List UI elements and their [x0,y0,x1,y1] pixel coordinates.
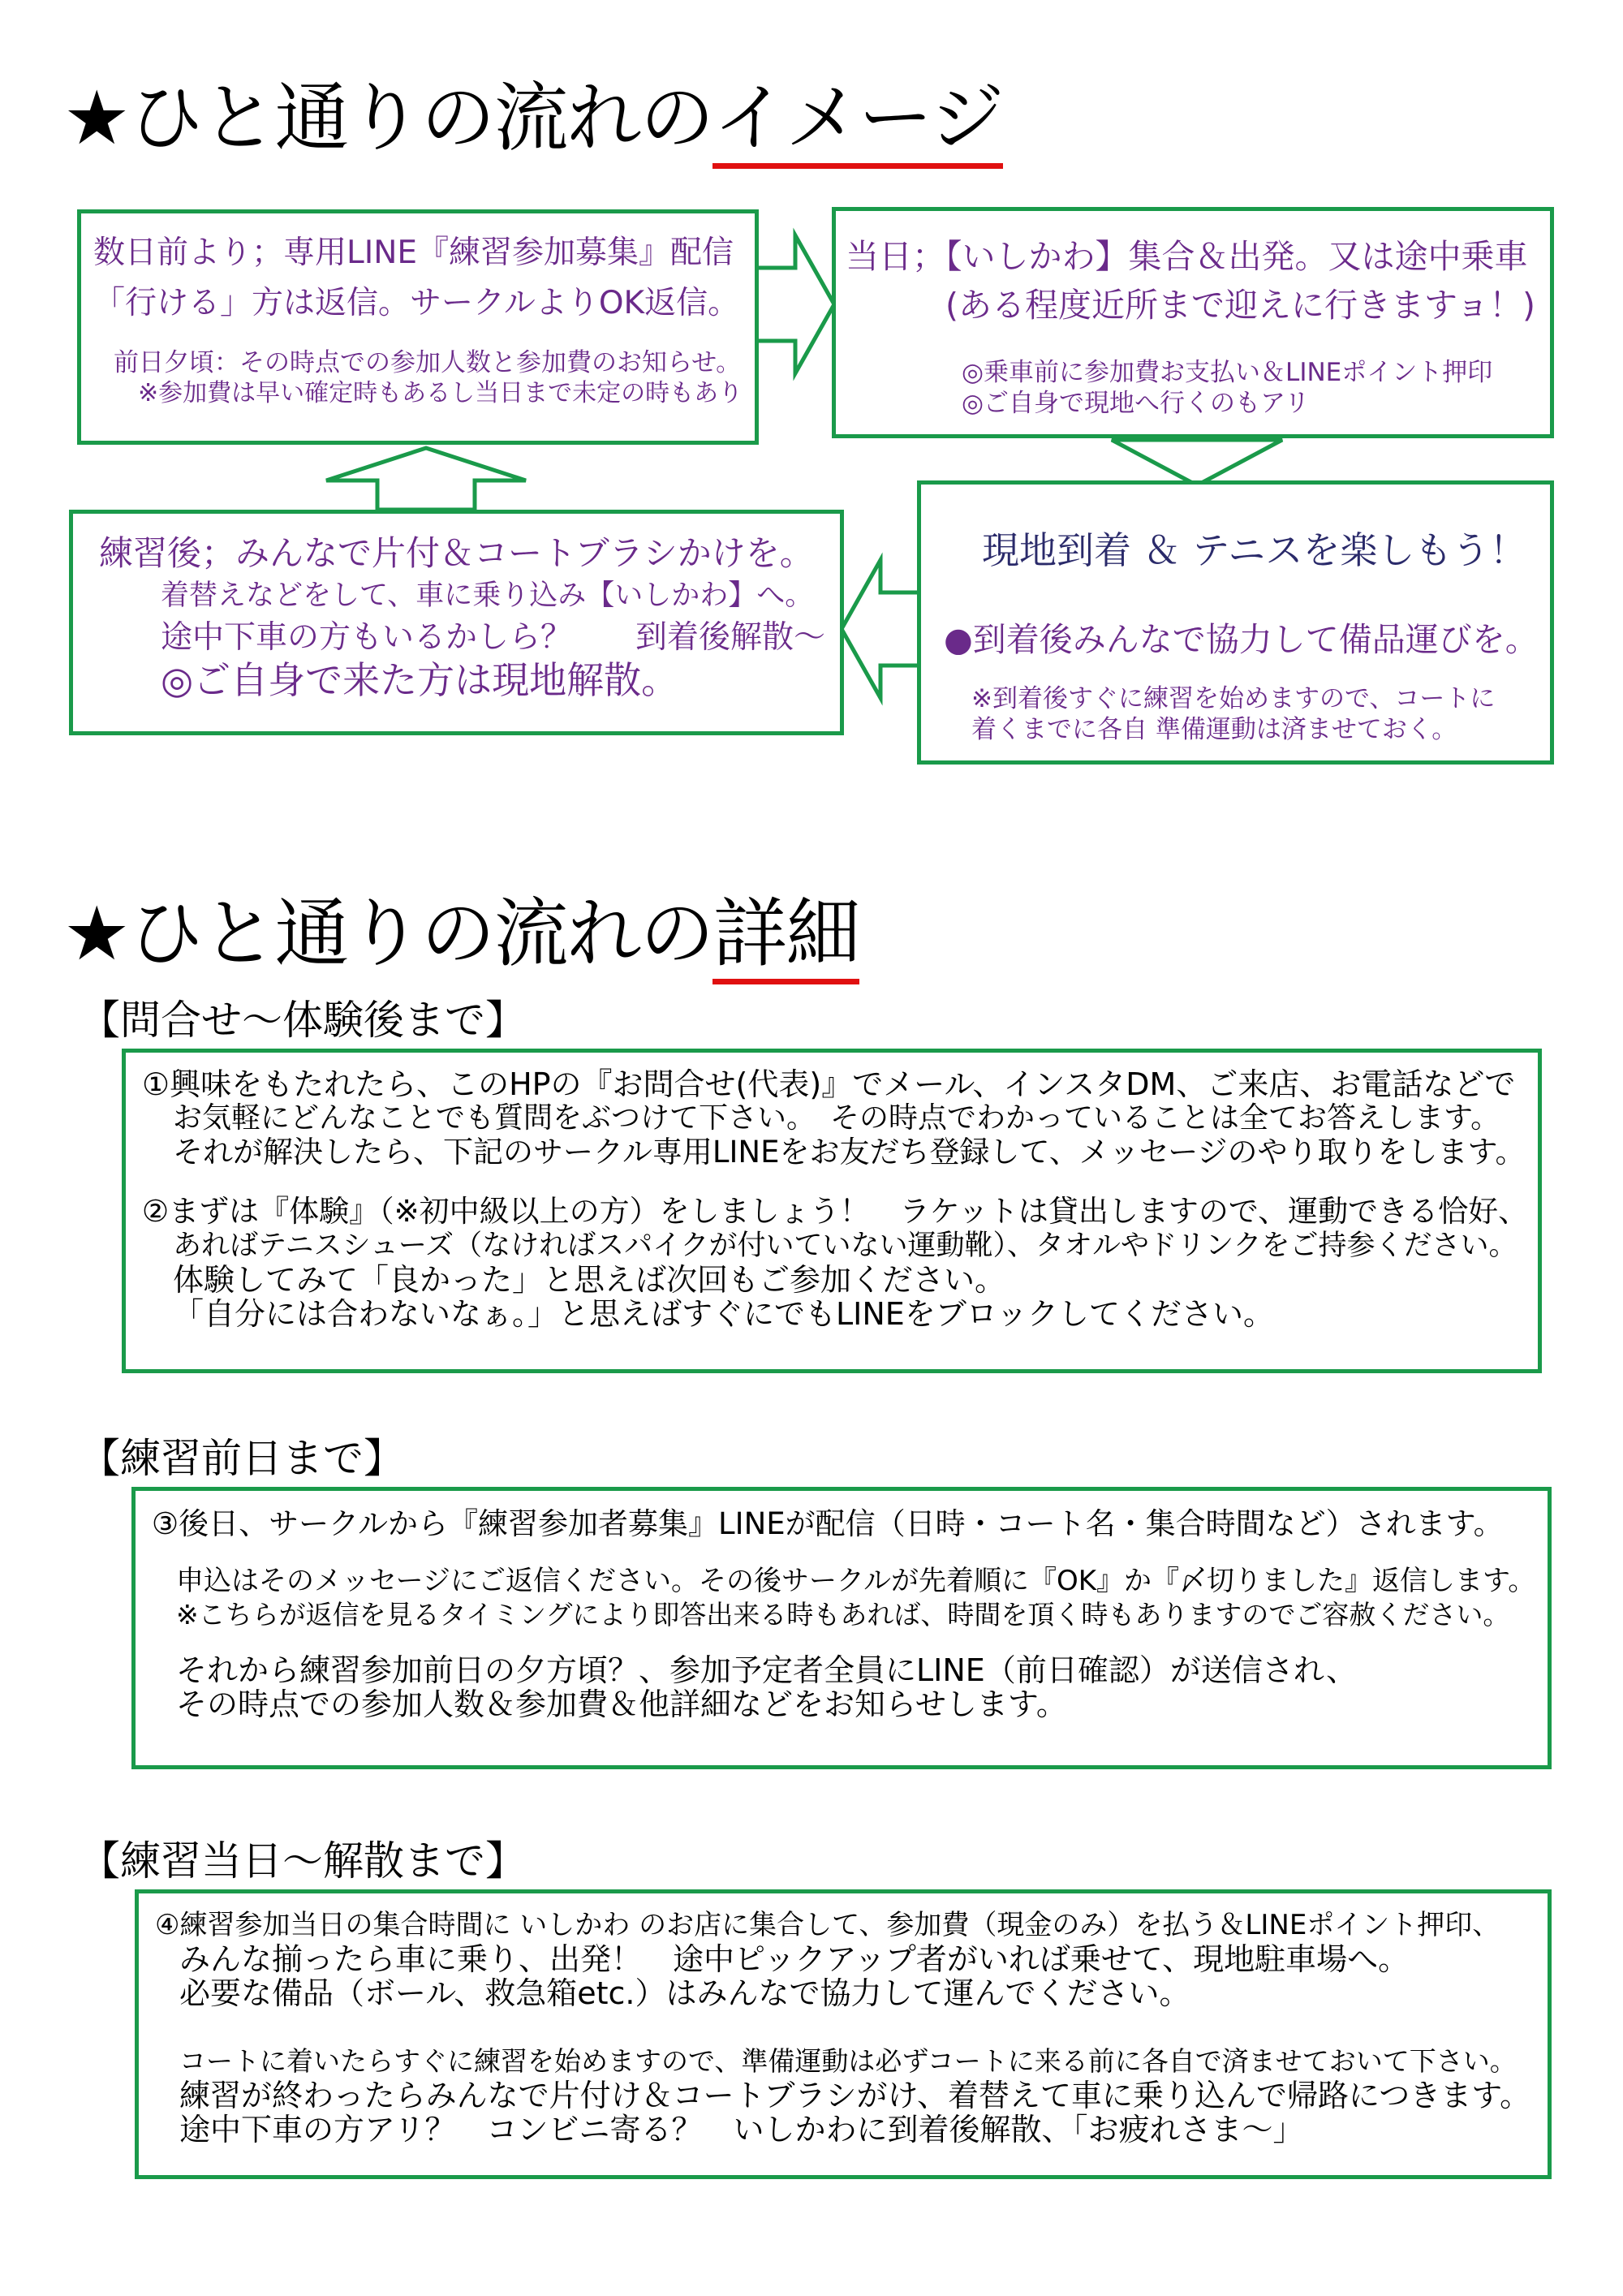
title-underlined: イメージ [712,75,1003,162]
section-heading-inquiry: 【問合せ～体験後まで】 [80,997,526,1044]
step4-line3: 途中下車の方もいるかしら？ 到着後解散～ [161,619,826,656]
title-underlined: 詳細 [712,890,859,977]
step1-note2: ※参加費は早い確定時もあるし当日まで未定の時もあり [138,379,743,407]
title-prefix: ★ひと通りの流れの [63,75,713,162]
detail-line: 途中下車の方アリ？ コンビニ寄る？ いしかわに到着後解散、「お疲れさま～」 [179,2112,1304,2147]
step3-line2: ●到着後みんなで協力して備品運びを。 [944,620,1539,659]
detail-line: ①興味をもたれたら、このHPの『お問合せ(代表)』でメール、インスタDM、ご来店、お電話などで [142,1066,1516,1102]
detail-line: その時点での参加人数＆参加費＆他詳細などをお知らせします。 [176,1686,1067,1722]
detail-line: 体験してみて「良かった」と思えば次回もご参加ください。 [173,1262,1006,1298]
detail-line: ④練習参加当日の集合時間に いしかわ のお店に集合して、参加費（現金のみ）を払う＆LINEポイント押印、 [155,1909,1500,1941]
arrow-up-icon [325,446,527,511]
detail-line: ③後日、サークルから『練習参加者募集』LINEが配信（日時・コート名・集合時間など）されます。 [152,1506,1504,1541]
step3-line1: 現地到着 ＆ テニスを楽しもう！ [982,528,1527,572]
detail-line: コートに着いたらすぐに練習を始めますので、準備運動は必ずコートに来る前に各自で済ませておいて下さい。 [179,2045,1517,2077]
arrow-left-icon [840,560,921,698]
detail-line: ②まずは『体験』（※初中級以上の方）をしましょう！ ラケットは貸出しますので、運動できる恰好、 [142,1194,1529,1229]
detail-box-practice-day [135,1889,1552,2179]
step2-note1: ◎乗車前に参加費お支払い＆LINEポイント押印 [962,358,1493,387]
section-heading-practice-day: 【練習当日～解散まで】 [80,1837,526,1885]
step2-note2: ◎ご自身で現地へ行くのもアリ [962,389,1310,418]
title-prefix: ★ひと通りの流れの [63,890,713,977]
detail-line: 「自分には合わないなぁ。」と思えばすぐにでもLINEをブロックしてください。 [173,1296,1275,1332]
section-heading-day-before: 【練習前日まで】 [80,1435,404,1482]
detail-line: それが解決したら、下記のサークル専用LINEをお友だち登録して、メッセージのやり取りをします。 [173,1135,1526,1170]
step2-line1: 当日；【いしかわ】集合＆出発。又は途中乗車 [846,237,1528,276]
step3-note1: ※到着後すぐに練習を始めますので、コートに [971,684,1496,713]
flow-step-arrival [917,480,1554,765]
arrow-right-icon [755,235,836,373]
detail-box-inquiry [122,1049,1542,1373]
detail-line: みんな揃ったら車に乗り、出発！ 途中ピックアップ者がいれば乗せて、現地駐車場へ。 [179,1941,1410,1977]
detail-line: 申込はそのメッセージにご返信ください。その後サークルが先着順に『OK』か『〆切りました』返信します。 [176,1565,1536,1597]
detail-line: ※こちらが返信を見るタイミングにより即答出来る時もあれば、時間を頂く時もありますのでご容赦ください。 [176,1599,1510,1630]
step1-line2: 「行ける」方は返信。サークルよりOK返信。 [93,285,740,321]
flow-detail-title [63,890,859,977]
flow-step-after-practice [69,510,844,735]
arrow-down-icon [1112,438,1282,487]
detail-line: それから練習参加前日の夕方頃？、参加予定者全員にLINE（前日確認）が送信され、 [176,1652,1358,1688]
flow-image-title [63,75,1003,162]
detail-line: 必要な備品（ボール、救急箱etc.）はみんなで協力して運んでください。 [179,1975,1190,2011]
step2-line2: (ある程度近所まで迎えに行きますョ！) [945,286,1535,325]
step4-line1: 練習後；みんなで片付＆コートブラシかけを。 [99,533,814,573]
detail-box-day-before [131,1487,1552,1769]
step1-note1: 前日夕頃：その時点での参加人数と参加費のお知らせ。 [114,348,742,377]
step4-line2: 着替えなどをして、車に乗り込み【いしかわ】へ。 [161,579,814,612]
flow-step-departure [832,207,1554,438]
step1-line1: 数日前より；専用LINE『練習参加募集』配信 [93,235,734,271]
step3-note2: 着くまでに各自 準備運動は済ませておく。 [971,715,1457,744]
flow-step-advance-notice [77,209,759,445]
detail-line: あればテニスシューズ（なければスパイクが付いていない運動靴）、タオルやドリンクをご持参ください。 [173,1230,1518,1262]
detail-line: 練習が終わったらみんなで片付け＆コートブラシがけ、着替えて車に乗り込んで帰路につきます。 [179,2078,1531,2113]
step4-line4: ◎ご自身で来た方は現地解散。 [161,658,679,702]
detail-line: お気軽にどんなことでも質問をぶつけて下さい。 その時点でわかっていることは全てお答えします。 [173,1101,1500,1135]
